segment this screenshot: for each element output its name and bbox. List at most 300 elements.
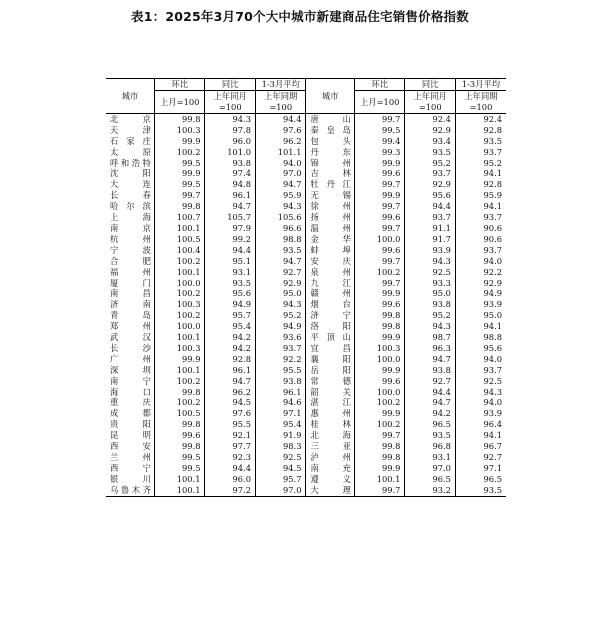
ytd-value: 93.6 bbox=[255, 332, 306, 343]
yoy-value: 96.3 bbox=[405, 343, 456, 354]
mom-value: 99.8 bbox=[154, 441, 205, 452]
ytd-value: 95.0 bbox=[255, 288, 306, 299]
yoy-value: 93.5 bbox=[405, 430, 456, 441]
mom-value: 99.9 bbox=[354, 288, 405, 299]
city-name: 厦 门 bbox=[110, 277, 151, 288]
city-name: 泸 州 bbox=[306, 452, 354, 463]
table-body bbox=[106, 113, 506, 496]
mom-value: 99.9 bbox=[354, 158, 405, 169]
yoy-value: 96.0 bbox=[205, 136, 256, 147]
mom-value: 100.1 bbox=[354, 474, 405, 485]
mom-value: 99.4 bbox=[354, 136, 405, 147]
ytd-value: 98.3 bbox=[255, 441, 306, 452]
header-ytd: 1-3月平均 bbox=[255, 79, 306, 91]
city-name: 宜 昌 bbox=[306, 343, 354, 354]
table-row bbox=[106, 376, 506, 387]
yoy-value: 91.1 bbox=[405, 223, 456, 234]
yoy-value: 95.5 bbox=[205, 419, 256, 430]
mom-value: 100.1 bbox=[154, 485, 205, 496]
ytd-value: 95.9 bbox=[455, 190, 506, 201]
mom-value: 99.5 bbox=[154, 158, 205, 169]
table-row bbox=[106, 212, 506, 223]
ytd-value: 93.9 bbox=[455, 299, 506, 310]
mom-value: 100.2 bbox=[154, 310, 205, 321]
ytd-value: 94.0 bbox=[455, 354, 506, 365]
yoy-value: 99.2 bbox=[205, 234, 256, 245]
table-row bbox=[106, 267, 506, 278]
city-name: 广 州 bbox=[110, 353, 151, 364]
ytd-value: 95.6 bbox=[455, 343, 506, 354]
yoy-value: 93.5 bbox=[205, 278, 256, 289]
ytd-value: 92.9 bbox=[255, 278, 306, 289]
yoy-value: 94.2 bbox=[205, 343, 256, 354]
yoy-value: 94.3 bbox=[405, 256, 456, 267]
yoy-value: 94.7 bbox=[205, 376, 256, 387]
yoy-value: 92.9 bbox=[405, 179, 456, 190]
ytd-value: 92.7 bbox=[255, 267, 306, 278]
yoy-value: 97.8 bbox=[205, 125, 256, 136]
city-name: 湛 江 bbox=[306, 397, 354, 408]
mom-value: 100.7 bbox=[154, 212, 205, 223]
table-row bbox=[106, 310, 506, 321]
yoy-value: 92.8 bbox=[205, 354, 256, 365]
city-name: 福 州 bbox=[110, 266, 151, 277]
table-row bbox=[106, 387, 506, 398]
mom-value: 100.0 bbox=[354, 387, 405, 398]
city-name: 三 亚 bbox=[306, 441, 354, 452]
yoy-value: 93.7 bbox=[405, 212, 456, 223]
mom-value: 99.5 bbox=[354, 125, 405, 136]
mom-value: 99.7 bbox=[354, 485, 405, 496]
ytd-value: 92.8 bbox=[455, 125, 506, 136]
city-name: 郑 州 bbox=[110, 321, 151, 332]
table-row bbox=[106, 321, 506, 332]
yoy-value: 95.6 bbox=[205, 288, 256, 299]
ytd-value: 92.9 bbox=[455, 278, 506, 289]
city-name: 锦 州 bbox=[306, 158, 354, 169]
table-row bbox=[106, 201, 506, 212]
mom-value: 100.3 bbox=[354, 343, 405, 354]
yoy-value: 92.7 bbox=[405, 376, 456, 387]
ytd-value: 95.2 bbox=[255, 310, 306, 321]
city-name: 南 宁 bbox=[110, 375, 151, 386]
city-name: 兰 州 bbox=[110, 452, 151, 462]
city-name: 唐 山 bbox=[306, 113, 354, 124]
city-name: 遵 义 bbox=[306, 474, 354, 485]
city-name: 天 津 bbox=[110, 124, 151, 135]
city-name: 泉 州 bbox=[306, 267, 354, 278]
ytd-value: 90.6 bbox=[455, 223, 506, 234]
table-row bbox=[106, 234, 506, 245]
city-name: 北 海 bbox=[306, 430, 354, 441]
ytd-value: 90.6 bbox=[455, 234, 506, 245]
table-row bbox=[106, 278, 506, 289]
yoy-value: 94.2 bbox=[405, 408, 456, 419]
header-mom-base: 上月=100 bbox=[154, 91, 205, 114]
table-row bbox=[106, 288, 506, 299]
yoy-value: 92.5 bbox=[405, 267, 456, 278]
mom-value: 100.2 bbox=[154, 376, 205, 387]
city-name: 无 锡 bbox=[306, 190, 354, 201]
yoy-value: 98.7 bbox=[405, 332, 456, 343]
ytd-value: 95.4 bbox=[255, 419, 306, 430]
header-ytd-2: 1-3月平均 bbox=[455, 79, 506, 91]
yoy-value: 95.2 bbox=[405, 158, 456, 169]
yoy-value: 95.0 bbox=[405, 288, 456, 299]
mom-value: 100.2 bbox=[354, 397, 405, 408]
mom-value: 99.6 bbox=[354, 245, 405, 256]
ytd-value: 94.1 bbox=[455, 321, 506, 332]
city-name: 平顶山 bbox=[306, 332, 354, 343]
table-row bbox=[106, 223, 506, 234]
mom-value: 99.6 bbox=[354, 376, 405, 387]
yoy-value: 97.9 bbox=[205, 223, 256, 234]
yoy-value: 93.9 bbox=[405, 245, 456, 256]
city-name: 丹 东 bbox=[306, 147, 354, 158]
ytd-value: 95.2 bbox=[455, 158, 506, 169]
ytd-value: 94.3 bbox=[455, 387, 506, 398]
header-mom: 环比 bbox=[154, 79, 205, 91]
ytd-value: 95.9 bbox=[255, 190, 306, 201]
city-name: 武 汉 bbox=[110, 332, 151, 343]
city-name: 济 宁 bbox=[306, 310, 354, 321]
yoy-value: 94.4 bbox=[205, 463, 256, 474]
mom-value: 99.5 bbox=[154, 179, 205, 190]
mom-value: 100.1 bbox=[154, 267, 205, 278]
ytd-value: 92.7 bbox=[455, 452, 506, 463]
mom-value: 99.8 bbox=[154, 113, 205, 124]
yoy-value: 92.9 bbox=[405, 125, 456, 136]
city-name: 蚌 埠 bbox=[306, 245, 354, 256]
ytd-value: 94.1 bbox=[455, 430, 506, 441]
yoy-value: 92.1 bbox=[205, 430, 256, 441]
mom-value: 99.6 bbox=[354, 168, 405, 179]
city-name: 南 充 bbox=[306, 463, 354, 474]
yoy-value: 93.5 bbox=[405, 147, 456, 158]
table-row bbox=[106, 463, 506, 474]
ytd-value: 96.6 bbox=[255, 223, 306, 234]
yoy-value: 95.7 bbox=[205, 310, 256, 321]
city-name: 惠 州 bbox=[306, 408, 354, 419]
yoy-value: 97.6 bbox=[205, 408, 256, 419]
ytd-value: 96.7 bbox=[455, 441, 506, 452]
city-name: 贵 阳 bbox=[110, 419, 151, 430]
city-name: 银 川 bbox=[110, 473, 151, 484]
city-name: 赣 州 bbox=[306, 288, 354, 299]
mom-value: 99.7 bbox=[354, 223, 405, 234]
yoy-value: 96.1 bbox=[205, 190, 256, 201]
ytd-value: 96.2 bbox=[255, 136, 306, 147]
mom-value: 99.9 bbox=[154, 354, 205, 365]
ytd-value: 98.8 bbox=[255, 234, 306, 245]
header-yoy-2: 同比 bbox=[405, 79, 456, 91]
ytd-value: 93.7 bbox=[255, 343, 306, 354]
ytd-value: 95.0 bbox=[455, 310, 506, 321]
header-mom-base-2: 上月=100 bbox=[354, 91, 405, 114]
mom-value: 99.7 bbox=[154, 190, 205, 201]
table-row bbox=[106, 419, 506, 430]
ytd-value: 94.1 bbox=[455, 201, 506, 212]
yoy-value: 95.2 bbox=[405, 310, 456, 321]
yoy-value: 93.3 bbox=[405, 278, 456, 289]
table-row bbox=[106, 474, 506, 485]
table-row bbox=[106, 158, 506, 169]
city-name: 昆 明 bbox=[110, 430, 151, 441]
ytd-value: 94.7 bbox=[255, 179, 306, 190]
ytd-value: 94.7 bbox=[255, 256, 306, 267]
mom-value: 100.2 bbox=[154, 397, 205, 408]
mom-value: 100.4 bbox=[154, 245, 205, 256]
mom-value: 99.8 bbox=[154, 387, 205, 398]
city-name: 太 原 bbox=[110, 146, 151, 157]
yoy-value: 96.8 bbox=[405, 441, 456, 452]
ytd-value: 94.1 bbox=[455, 168, 506, 179]
mom-value: 99.9 bbox=[354, 463, 405, 474]
mom-value: 99.8 bbox=[354, 321, 405, 332]
mom-value: 99.3 bbox=[354, 147, 405, 158]
ytd-value: 94.0 bbox=[455, 256, 506, 267]
yoy-value: 94.7 bbox=[205, 201, 256, 212]
yoy-value: 93.2 bbox=[405, 485, 456, 496]
city-name: 大 理 bbox=[306, 485, 354, 496]
yoy-value: 91.7 bbox=[405, 234, 456, 245]
header-ytd-base-eq: =100 bbox=[255, 102, 306, 113]
table-row bbox=[106, 168, 506, 179]
mom-value: 99.7 bbox=[354, 256, 405, 267]
yoy-value: 101.0 bbox=[205, 147, 256, 158]
header-yoy-base: 上年同月 bbox=[205, 91, 256, 103]
yoy-value: 94.7 bbox=[405, 397, 456, 408]
ytd-value: 94.4 bbox=[255, 113, 306, 124]
yoy-value: 93.8 bbox=[405, 299, 456, 310]
city-name: 大 连 bbox=[110, 179, 151, 190]
mom-value: 99.8 bbox=[154, 419, 205, 430]
city-name: 长 沙 bbox=[110, 342, 151, 353]
table-row bbox=[106, 147, 506, 158]
mom-value: 99.8 bbox=[354, 452, 405, 463]
mom-value: 100.1 bbox=[154, 365, 205, 376]
city-name: 常 德 bbox=[306, 376, 354, 387]
city-name: 石家庄 bbox=[110, 135, 151, 146]
city-name: 岳 阳 bbox=[306, 365, 354, 376]
city-name: 海 口 bbox=[110, 386, 151, 397]
city-name: 包 头 bbox=[306, 136, 354, 147]
mom-value: 99.9 bbox=[354, 190, 405, 201]
yoy-value: 94.9 bbox=[205, 299, 256, 310]
header-yoy: 同比 bbox=[205, 79, 256, 91]
table-header bbox=[106, 79, 506, 114]
mom-value: 99.6 bbox=[354, 212, 405, 223]
ytd-value: 97.1 bbox=[455, 463, 506, 474]
city-name: 沈 阳 bbox=[110, 168, 151, 179]
mom-value: 99.9 bbox=[154, 136, 205, 147]
mom-value: 100.0 bbox=[354, 234, 405, 245]
ytd-value: 93.5 bbox=[455, 485, 506, 496]
yoy-value: 95.6 bbox=[405, 190, 456, 201]
ytd-value: 97.0 bbox=[255, 168, 306, 179]
mom-value: 99.5 bbox=[154, 463, 205, 474]
yoy-value: 94.5 bbox=[205, 397, 256, 408]
ytd-value: 105.6 bbox=[255, 212, 306, 223]
price-index-table bbox=[106, 78, 506, 497]
yoy-value: 93.1 bbox=[205, 267, 256, 278]
yoy-value: 97.0 bbox=[405, 463, 456, 474]
header-mom-2: 环比 bbox=[354, 79, 405, 91]
table-row bbox=[106, 430, 506, 441]
yoy-value: 105.7 bbox=[205, 212, 256, 223]
mom-value: 100.1 bbox=[154, 474, 205, 485]
table-row bbox=[106, 485, 506, 496]
mom-value: 99.7 bbox=[354, 430, 405, 441]
ytd-value: 93.7 bbox=[455, 212, 506, 223]
table-row bbox=[106, 354, 506, 365]
header-ytd-base-2: 上年同期 bbox=[455, 91, 506, 103]
yoy-value: 94.2 bbox=[205, 332, 256, 343]
city-name: 重 庆 bbox=[110, 397, 151, 408]
mom-value: 100.2 bbox=[354, 419, 405, 430]
table-row bbox=[106, 113, 506, 124]
mom-value: 100.2 bbox=[154, 147, 205, 158]
ytd-value: 94.9 bbox=[455, 288, 506, 299]
header-ytd-base: 上年同期 bbox=[255, 91, 306, 103]
city-name: 金 华 bbox=[306, 234, 354, 245]
mom-value: 100.0 bbox=[154, 321, 205, 332]
city-name: 南 昌 bbox=[110, 288, 151, 299]
mom-value: 100.2 bbox=[154, 256, 205, 267]
city-name: 北 京 bbox=[110, 113, 151, 124]
table-row bbox=[106, 190, 506, 201]
yoy-value: 96.5 bbox=[405, 474, 456, 485]
ytd-value: 96.1 bbox=[255, 387, 306, 398]
city-name: 长 春 bbox=[110, 190, 151, 201]
ytd-value: 93.7 bbox=[455, 147, 506, 158]
yoy-value: 94.3 bbox=[205, 113, 256, 124]
yoy-value: 94.4 bbox=[405, 387, 456, 398]
yoy-value: 92.4 bbox=[405, 113, 456, 124]
city-name: 成 都 bbox=[110, 408, 151, 419]
mom-value: 99.8 bbox=[354, 310, 405, 321]
city-name: 济 南 bbox=[110, 299, 151, 310]
table-row bbox=[106, 332, 506, 343]
table-row bbox=[106, 365, 506, 376]
yoy-value: 97.2 bbox=[205, 485, 256, 496]
ytd-value: 94.5 bbox=[255, 463, 306, 474]
table-row bbox=[106, 256, 506, 267]
city-name: 桂 林 bbox=[306, 419, 354, 430]
city-name: 西 安 bbox=[110, 441, 151, 452]
header-city-2: 城市 bbox=[306, 79, 354, 114]
yoy-value: 95.1 bbox=[205, 256, 256, 267]
city-name: 烟 台 bbox=[306, 299, 354, 310]
header-ytd-base-eq-2: =100 bbox=[455, 102, 506, 113]
ytd-value: 98.8 bbox=[455, 332, 506, 343]
mom-value: 99.6 bbox=[354, 299, 405, 310]
ytd-value: 95.7 bbox=[255, 474, 306, 485]
city-name: 扬 州 bbox=[306, 212, 354, 223]
city-name: 温 州 bbox=[306, 223, 354, 234]
ytd-value: 92.5 bbox=[455, 376, 506, 387]
yoy-value: 96.5 bbox=[405, 419, 456, 430]
header-yoy-base-eq: =100 bbox=[205, 102, 256, 113]
city-name: 襄 阳 bbox=[306, 354, 354, 365]
ytd-value: 94.9 bbox=[255, 321, 306, 332]
city-name: 西 宁 bbox=[110, 462, 151, 473]
header-yoy-base-eq-2: =100 bbox=[405, 102, 456, 113]
mom-value: 100.1 bbox=[154, 332, 205, 343]
ytd-value: 93.8 bbox=[255, 376, 306, 387]
mom-value: 99.5 bbox=[154, 452, 205, 463]
yoy-value: 96.0 bbox=[205, 474, 256, 485]
city-name: 哈尔滨 bbox=[110, 201, 151, 212]
yoy-value: 94.4 bbox=[405, 201, 456, 212]
yoy-value: 94.7 bbox=[405, 354, 456, 365]
yoy-value: 93.1 bbox=[405, 452, 456, 463]
ytd-value: 97.0 bbox=[255, 485, 306, 496]
ytd-value: 92.2 bbox=[255, 354, 306, 365]
yoy-value: 93.7 bbox=[405, 168, 456, 179]
mom-value: 100.3 bbox=[154, 343, 205, 354]
table-title: 表1：2025年3月70个大中城市新建商品住宅销售价格指数 bbox=[131, 9, 469, 24]
ytd-value: 93.5 bbox=[255, 245, 306, 256]
table-row bbox=[106, 397, 506, 408]
city-name: 安 庆 bbox=[306, 256, 354, 267]
yoy-value: 96.1 bbox=[205, 365, 256, 376]
ytd-value: 93.9 bbox=[455, 408, 506, 419]
mom-value: 100.0 bbox=[154, 278, 205, 289]
mom-value: 99.7 bbox=[354, 278, 405, 289]
ytd-value: 96.5 bbox=[455, 474, 506, 485]
mom-value: 100.5 bbox=[154, 408, 205, 419]
yoy-value: 93.8 bbox=[405, 365, 456, 376]
ytd-value: 92.2 bbox=[455, 267, 506, 278]
ytd-value: 93.7 bbox=[455, 365, 506, 376]
ytd-value: 91.9 bbox=[255, 430, 306, 441]
table-row bbox=[106, 452, 506, 463]
yoy-value: 93.4 bbox=[405, 136, 456, 147]
yoy-value: 97.4 bbox=[205, 168, 256, 179]
mom-value: 99.9 bbox=[354, 408, 405, 419]
mom-value: 100.1 bbox=[154, 223, 205, 234]
yoy-value: 92.3 bbox=[205, 452, 256, 463]
city-name: 吉 林 bbox=[306, 168, 354, 179]
mom-value: 99.9 bbox=[154, 168, 205, 179]
ytd-value: 94.3 bbox=[255, 299, 306, 310]
mom-value: 100.0 bbox=[354, 354, 405, 365]
table-row bbox=[106, 408, 506, 419]
mom-value: 100.2 bbox=[354, 267, 405, 278]
mom-value: 99.9 bbox=[354, 332, 405, 343]
mom-value: 100.3 bbox=[154, 125, 205, 136]
ytd-value: 94.0 bbox=[255, 158, 306, 169]
ytd-value: 94.6 bbox=[255, 397, 306, 408]
mom-value: 100.5 bbox=[154, 234, 205, 245]
city-name: 杭 州 bbox=[110, 233, 151, 244]
yoy-value: 94.4 bbox=[205, 245, 256, 256]
city-name: 青 岛 bbox=[110, 310, 151, 321]
ytd-value: 94.0 bbox=[455, 397, 506, 408]
table-row bbox=[106, 441, 506, 452]
mom-value: 99.7 bbox=[354, 113, 405, 124]
ytd-value: 94.3 bbox=[255, 201, 306, 212]
mom-value: 99.6 bbox=[154, 430, 205, 441]
ytd-value: 92.5 bbox=[255, 452, 306, 463]
yoy-value: 96.2 bbox=[205, 387, 256, 398]
table-row bbox=[106, 299, 506, 310]
table-row bbox=[106, 179, 506, 190]
header-yoy-base-2: 上年同月 bbox=[405, 91, 456, 103]
yoy-value: 94.8 bbox=[205, 179, 256, 190]
city-name: 九 江 bbox=[306, 278, 354, 289]
